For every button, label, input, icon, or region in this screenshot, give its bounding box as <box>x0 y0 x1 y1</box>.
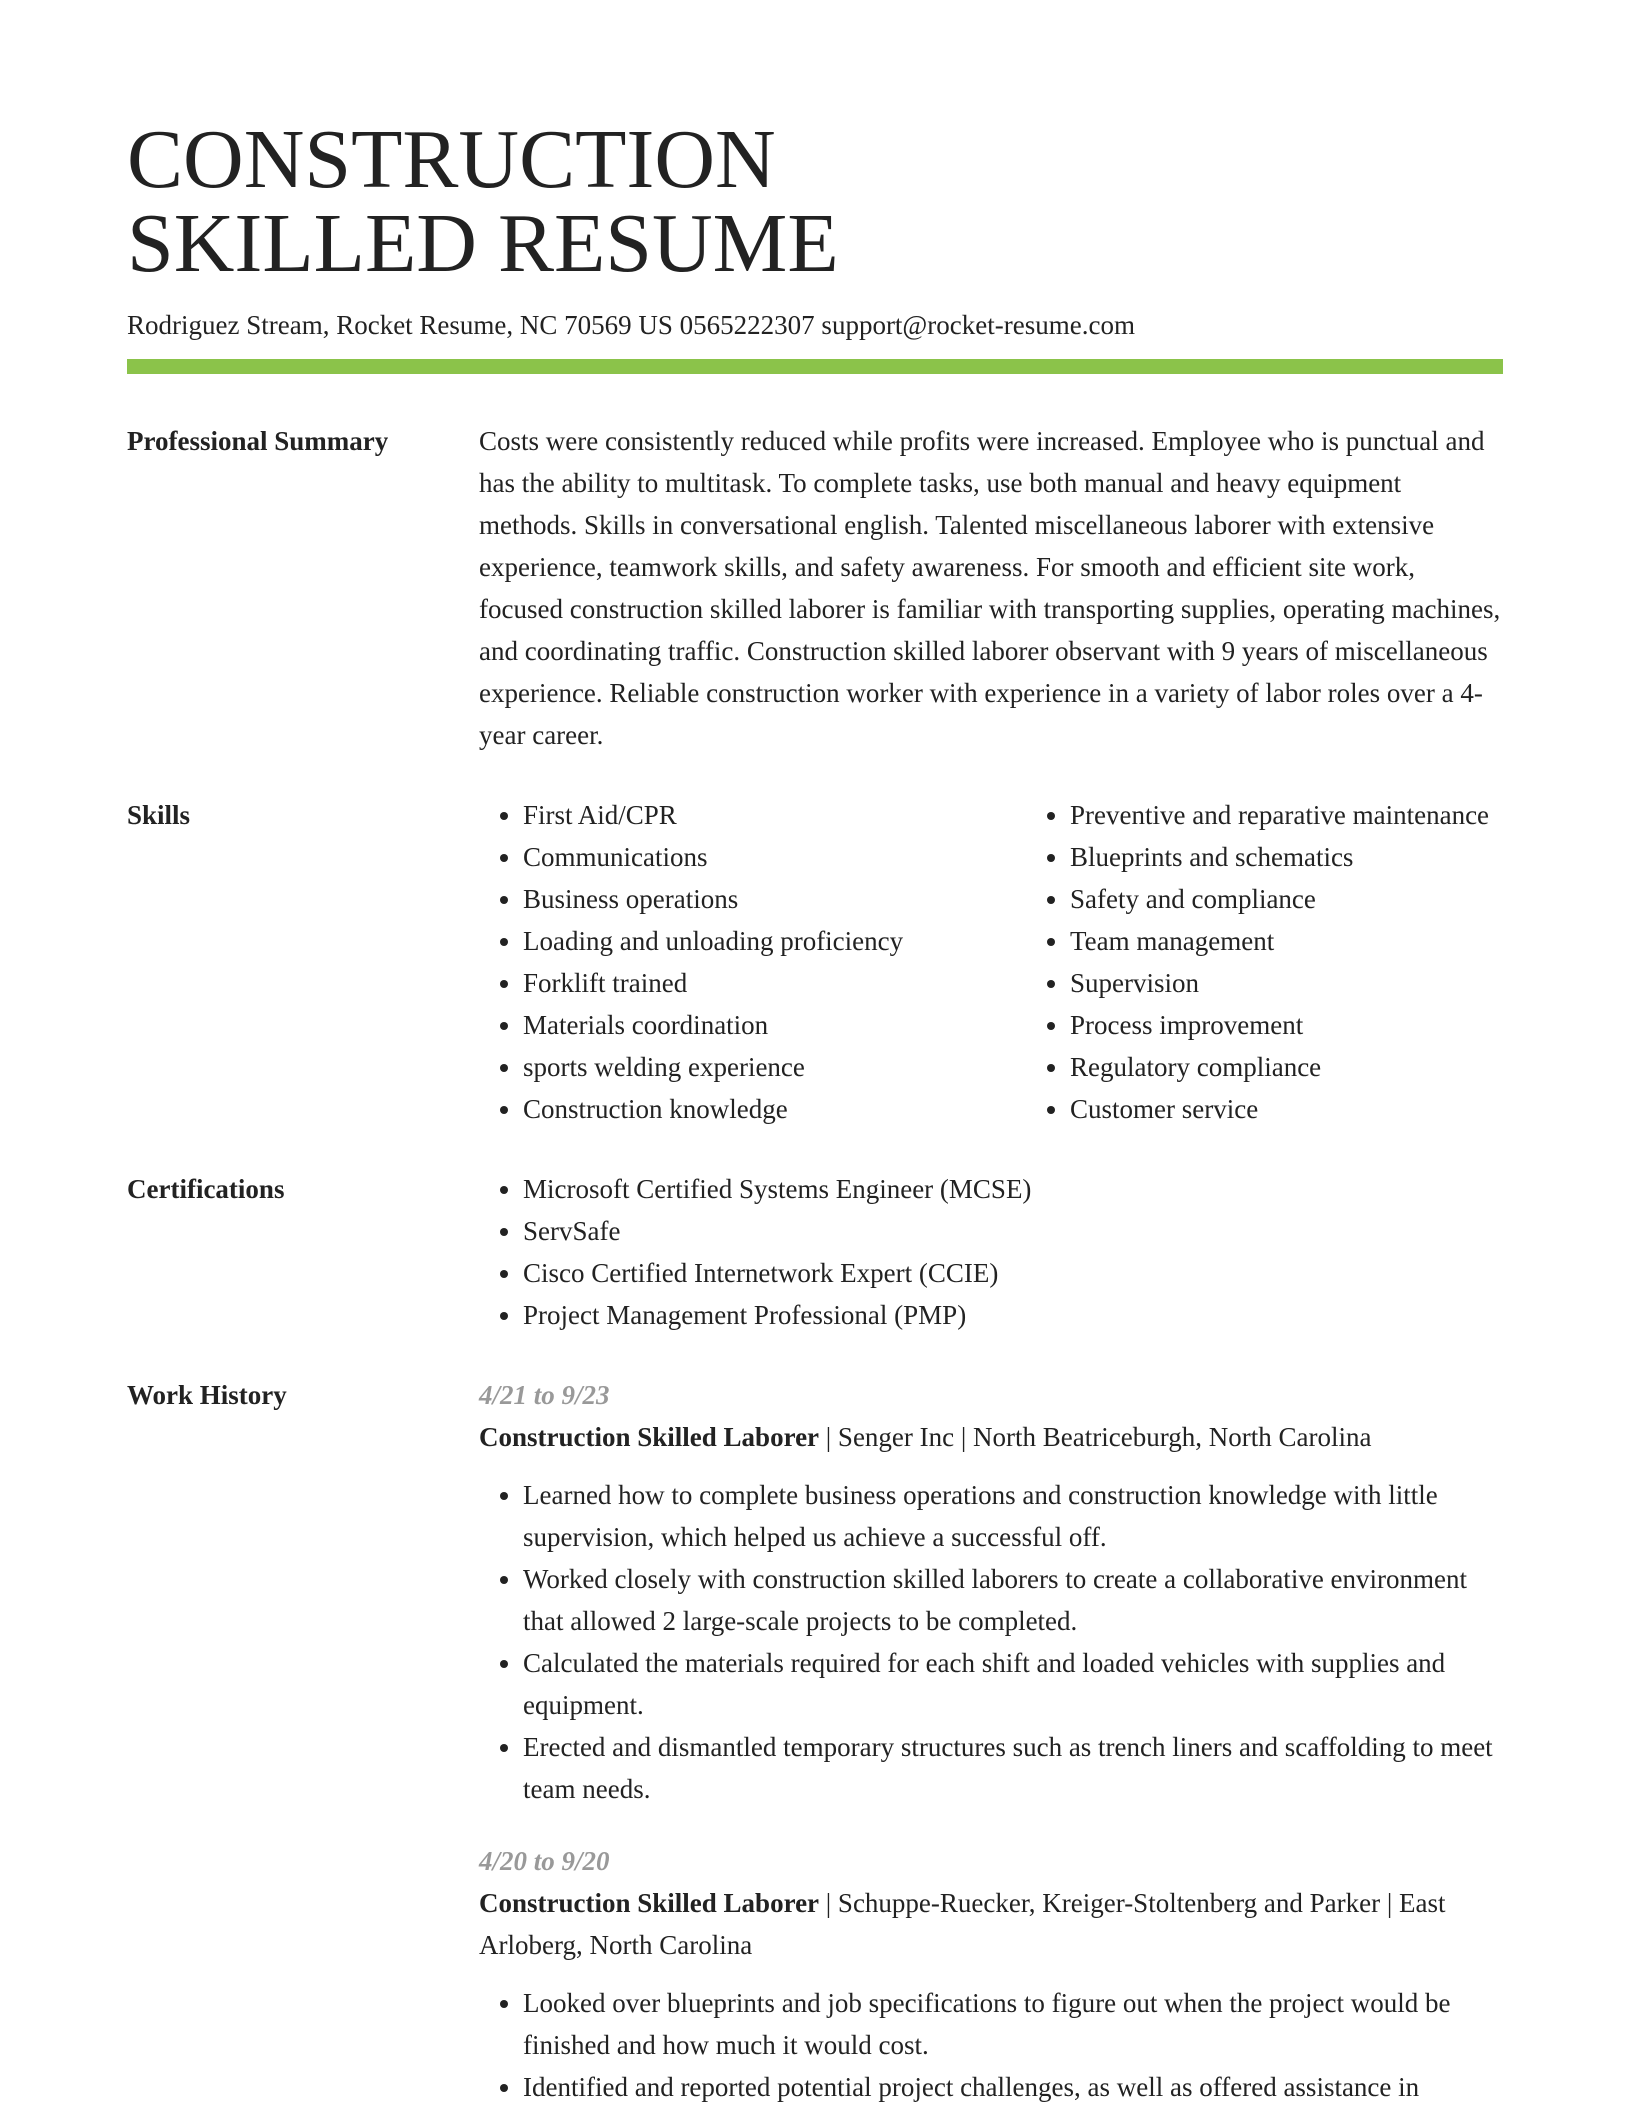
list-item: • Calculated the materials required for each shift and loaded vehicles with supplies and equipment. <box>523 1642 1503 1726</box>
list-item: • sports welding experience <box>523 1046 1026 1088</box>
skills-section <box>127 794 1503 1130</box>
title-line-1: CONSTRUCTION <box>127 113 776 206</box>
section-label: Certifications <box>127 1174 285 1204</box>
job-title: Construction Skilled Laborer <box>479 1422 820 1452</box>
list-item: • Communications <box>523 836 1026 878</box>
job-heading <box>479 1416 1503 1458</box>
list-item: • ServSafe <box>523 1210 1503 1252</box>
certifications-list <box>479 1168 1503 1336</box>
accent-divider <box>127 359 1503 374</box>
list-item: • Looked over blueprints and job specifications to figure out when the project would be finished and how much it would cost. <box>523 1982 1503 2066</box>
title-line-2: SKILLED RESUME <box>127 197 839 290</box>
list-item: • Project Management Professional (PMP) <box>523 1294 1503 1336</box>
section-label: Skills <box>127 800 191 830</box>
resume-page <box>127 113 1503 2108</box>
list-item: • Worked closely with construction skilled laborers to create a collaborative environment that allowed 2 large-scale projects to be completed. <box>523 1558 1503 1642</box>
list-item: • Construction knowledge <box>523 1088 1026 1130</box>
resume-title <box>127 113 1503 290</box>
job-entry <box>479 1374 1503 1810</box>
list-item: • Materials coordination <box>523 1004 1026 1046</box>
job-entry <box>479 1840 1503 2108</box>
job-dates: 4/21 to 9/23 <box>479 1380 610 1410</box>
list-item: • Process improvement <box>1070 1004 1573 1046</box>
list-item: • Loading and unloading proficiency <box>523 920 1026 962</box>
job-heading <box>479 1882 1503 1966</box>
list-item: • Microsoft Certified Systems Engineer (MCSE) <box>523 1168 1503 1210</box>
list-item: • Safety and compliance <box>1070 878 1573 920</box>
list-item: • Forklift trained <box>523 962 1026 1004</box>
skills-list-right <box>1026 794 1573 1130</box>
section-label: Professional Summary <box>127 426 389 456</box>
summary-text: Costs were consistently reduced while profits were increased. Employee who is punctual and has the ability to multitask. To complete tasks, use both manual and heavy equipment methods. Skills in conversational english. Talented miscellaneous laborer with extensive experience, teamwork skills, and safety awareness. For smooth and efficient site work, focused construction skilled laborer is familiar with transporting supplies, operating machines, and coordinating traffic. Construction skilled laborer observant with 9 years of miscellaneous experience. Reliable construction worker with experience in a variety of labor roles over a 4-year career. <box>479 426 1501 750</box>
list-item: • Erected and dismantled temporary structures such as trench liners and scaffolding to meet team needs. <box>523 1726 1503 1810</box>
job-bullets <box>479 1982 1503 2108</box>
list-item: • Regulatory compliance <box>1070 1046 1573 1088</box>
list-item: • First Aid/CPR <box>523 794 1026 836</box>
list-item: • Cisco Certified Internetwork Expert (CCIE) <box>523 1252 1503 1294</box>
list-item: • Learned how to complete business operations and construction knowledge with little supervision, which helped us achieve a successful off. <box>523 1474 1503 1558</box>
list-item: • Customer service <box>1070 1088 1573 1130</box>
skills-list-left <box>479 794 1026 1130</box>
list-item: • Business operations <box>523 878 1026 920</box>
professional-summary-section <box>127 420 1503 756</box>
contact-info: Rodriguez Stream, Rocket Resume, NC 70569 US 0565222307 support@rocket-resume.com <box>127 310 1135 340</box>
list-item: • Identified and reported potential project challenges, as well as offered assistance in <box>523 2066 1503 2108</box>
job-title: Construction Skilled Laborer <box>479 1888 820 1918</box>
list-item: • Preventive and reparative maintenance <box>1070 794 1573 836</box>
job-details: | Schuppe-Ruecker, Kreiger-Stoltenberg and Parker | East Arloberg, North Carolina <box>479 1888 1446 1960</box>
job-details: | Senger Inc | North Beatriceburgh, North Carolina <box>819 1422 1372 1452</box>
section-label: Work History <box>127 1380 287 1410</box>
list-item: • Supervision <box>1070 962 1573 1004</box>
list-item: • Blueprints and schematics <box>1070 836 1573 878</box>
certifications-section <box>127 1168 1503 1336</box>
job-dates: 4/20 to 9/20 <box>479 1846 610 1876</box>
work-history-section <box>127 1374 1503 2108</box>
list-item: • Team management <box>1070 920 1573 962</box>
job-bullets <box>479 1474 1503 1810</box>
